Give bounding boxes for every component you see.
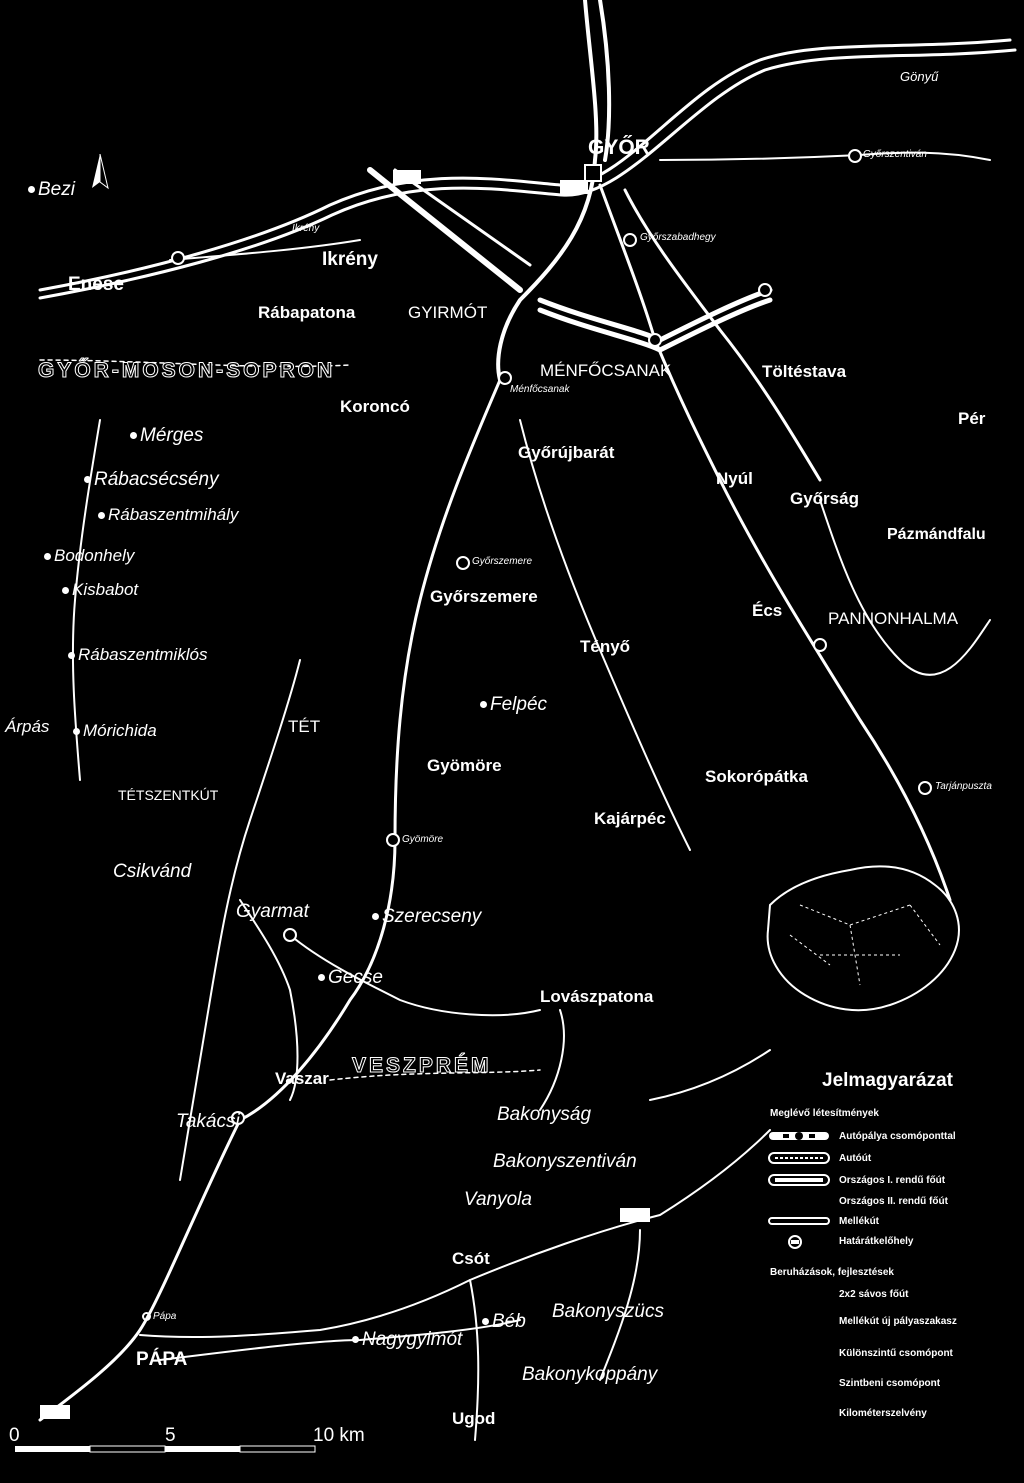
settlement-menfocsanak: MÉNFŐCSANAK xyxy=(540,361,672,380)
settlement-arpas: Árpás xyxy=(5,717,50,736)
settlement-vanyola: Vanyola xyxy=(464,1189,532,1210)
settlement-gyarmat: Gyarmat xyxy=(236,901,309,922)
minor-road-symbol-icon xyxy=(765,1214,833,1228)
settlement-pannonhalma: PANNONHALMA xyxy=(828,609,959,628)
settlement-lovaszpatona: Lovászpatona xyxy=(540,987,654,1006)
dual-carriageway-symbol-icon xyxy=(765,1287,833,1301)
settlement-rabaszentmihaly: Rábaszentmihály xyxy=(98,506,238,523)
settlement-tet: TÉT xyxy=(288,717,321,736)
legend-section-investments: Beruházások, fejlesztések xyxy=(770,1267,894,1278)
at-grade-junction-symbol-icon xyxy=(765,1376,833,1390)
settlement-koronco: Koroncó xyxy=(340,397,410,416)
north-arrow-icon xyxy=(88,154,112,194)
settlement-gyomore: Gyömöre xyxy=(427,756,502,775)
legend-item: Mellékút xyxy=(765,1211,1010,1231)
city-marker-gyor xyxy=(585,165,601,181)
settlement-vaszar: Vaszar xyxy=(275,1069,329,1088)
settlement-gyorszemere-small: Győrszemere xyxy=(472,556,533,567)
settlement-felpec: Felpéc xyxy=(480,695,547,714)
settlement-kajarpec: Kajárpéc xyxy=(594,809,666,828)
expressway-symbol-icon xyxy=(765,1151,833,1165)
settlement-ecs: Écs xyxy=(752,601,783,620)
settlement-bakonykoppany: Bakonykoppány xyxy=(522,1364,658,1385)
motorway-symbol-icon xyxy=(765,1129,833,1143)
settlement-pazmandfalu: Pázmándfalu xyxy=(887,526,986,543)
settlement-bezi: Bezi xyxy=(28,180,75,199)
settlement-gecse: Gecse xyxy=(318,968,383,987)
settlement-ikreny: Ikrény xyxy=(322,249,378,270)
scale-bar-graphic xyxy=(15,1432,345,1472)
settlement-csikvand: Csikvánd xyxy=(113,861,192,882)
settlement-gyorsag: Győrság xyxy=(790,489,859,508)
settlement-rabacsecseny: Rábacsécsény xyxy=(84,470,219,489)
settlement-merges: Mérges xyxy=(130,426,203,445)
settlement-nyul: Nyúl xyxy=(716,469,753,488)
legend-item: Határátkelőhely xyxy=(765,1231,1010,1251)
settlement-szerecseny: Szerecseny xyxy=(372,907,481,926)
settlement-tetszentkut: TÉTSZENTKÚT xyxy=(118,787,219,803)
settlement-gyorujbarat: Győrújbarát xyxy=(518,443,615,462)
scale-bar xyxy=(9,1425,365,1477)
secondary-road-symbol-icon xyxy=(765,1194,833,1208)
primary-road-symbol-icon xyxy=(765,1173,833,1187)
settlement-ugod: Ugod xyxy=(452,1409,496,1428)
legend-item: Mellékút új pályaszakasz xyxy=(765,1304,1010,1338)
settlement-gyorszentivan: Győrszentiván xyxy=(863,149,927,160)
settlement-ikreny-small: Ikrény xyxy=(292,223,320,234)
settlement-takacsi: Takácsi xyxy=(176,1111,240,1132)
scale-tick-10: 10 km xyxy=(313,1425,365,1446)
settlement-bakonyszentivan: Bakonyszentiván xyxy=(493,1151,637,1172)
settlement-papa: PÁPA xyxy=(136,1349,188,1370)
legend-item: Országos II. rendű főút xyxy=(765,1191,1010,1211)
settlement-tenyo: Tényő xyxy=(580,637,631,656)
settlement-beb: Béb xyxy=(482,1312,526,1331)
settlement-morichida: Mórichida xyxy=(73,722,157,739)
legend-item: Országos I. rendű főút xyxy=(765,1169,1010,1191)
settlement-menfocsanak-small: Ménfőcsanak xyxy=(510,384,570,395)
scale-tick-0: 0 xyxy=(9,1425,20,1446)
settlement-rabaszentmiklos: Rábaszentmiklós xyxy=(68,646,207,663)
scale-tick-5: 5 xyxy=(165,1425,176,1446)
border-crossing-symbol-icon xyxy=(765,1234,833,1248)
legend-item: Kilométerszelvény xyxy=(765,1398,1010,1428)
settlement-per: Pér xyxy=(958,409,986,428)
settlement-rabapatona: Rábapatona xyxy=(258,303,356,322)
legend-item: Szintbeni csomópont xyxy=(765,1368,1010,1398)
settlement-csot: Csót xyxy=(452,1249,490,1268)
legend-item: 2x2 sávos főút xyxy=(765,1284,1010,1304)
settlement-papa-small: Pápa xyxy=(142,1312,176,1322)
county-label-gyor-moson-sopron: GYŐR-MOSON-SOPRON xyxy=(38,359,336,382)
grade-separated-junction-symbol-icon xyxy=(765,1346,833,1360)
settlement-tarjanpuszta: Tarjánpuszta xyxy=(935,781,992,792)
settlement-kisbabot: Kisbabot xyxy=(62,581,138,598)
settlement-enese: Enese xyxy=(68,274,124,295)
settlement-bodonhely: Bodonhely xyxy=(44,547,134,564)
settlement-nagygyimot: Nagygyimót xyxy=(352,1330,462,1349)
settlement-gyorszemere: Győrszemere xyxy=(430,587,538,606)
legend xyxy=(765,1070,1010,1428)
legend-item: Különszintű csomópont xyxy=(765,1338,1010,1368)
settlement-bakonyszucs: Bakonyszücs xyxy=(552,1301,664,1322)
settlement-bakonysag: Bakonyság xyxy=(497,1104,592,1125)
legend-title: Jelmagyarázat xyxy=(822,1070,953,1091)
legend-item: Autópálya csomóponttal xyxy=(765,1125,1010,1147)
settlement-gyor: GYŐR xyxy=(588,136,650,159)
new-minor-road-symbol-icon xyxy=(765,1314,833,1328)
settlement-gyorszabadhegy: Győrszabadhegy xyxy=(640,232,716,243)
settlement-toltestava: Töltéstava xyxy=(762,362,847,381)
hungary-inset-map xyxy=(760,845,970,1025)
kilometer-post-symbol-icon xyxy=(765,1406,833,1420)
settlement-gyirmot: GYIRMÓT xyxy=(408,303,488,322)
county-label-veszprem: VESZPRÉM xyxy=(352,1054,492,1077)
settlement-partial-top-right: Gönyű xyxy=(900,69,939,84)
settlement-sokoropatka: Sokorópátka xyxy=(705,767,808,786)
legend-item: Autóút xyxy=(765,1147,1010,1169)
legend-section-existing: Meglévő létesítmények xyxy=(770,1108,879,1119)
settlement-gyomore-small: Gyömöre xyxy=(402,834,444,845)
